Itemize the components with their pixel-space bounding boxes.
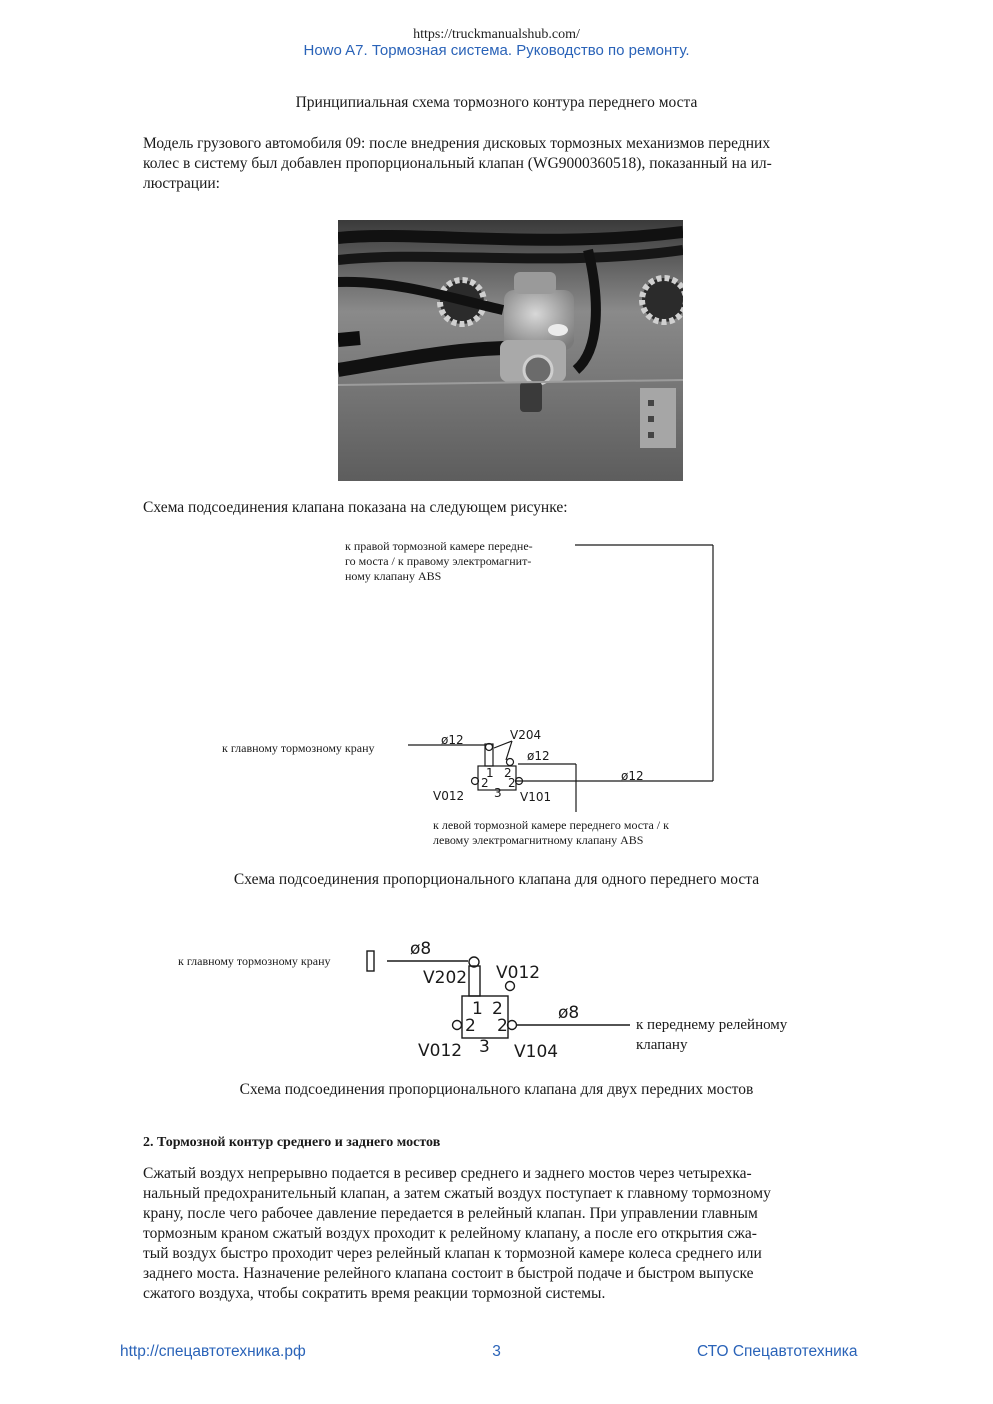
diagram1-caption: Схема подсоединения пропорционального клапана для одного переднего моста	[233, 871, 760, 888]
port-2: 2	[508, 776, 516, 790]
label-line: к переднему релейному	[636, 1017, 788, 1033]
label-line: к левой тормозной камере переднего моста / к	[433, 818, 669, 832]
body-line: тормозным краном сжатый воздух проходит к релейному клапану, а после его открытия сжа-	[143, 1225, 757, 1242]
diagram2-codes	[410, 939, 579, 1062]
diagram2-caption: Схема подсоединения пропорционального клапана для двух передних мостов	[239, 1081, 754, 1098]
section-title: Принципиальная схема тормозного контура переднего моста	[295, 94, 698, 111]
code-v012: V012	[496, 963, 541, 983]
intro-line: колес в систему был добавлен пропорциональный клапан (WG9000360518), показанный на ил-	[143, 155, 772, 172]
header-title: Howo A7. Тормозная система. Руководство по ремонту.	[303, 42, 690, 59]
code-d8: ø8	[410, 939, 432, 959]
port-3: 3	[494, 786, 502, 800]
port-3: 3	[479, 1037, 490, 1057]
port-2: 2	[465, 1016, 476, 1036]
label-line: ному клапану ABS	[345, 569, 442, 583]
code-d12: ø12	[441, 733, 464, 747]
intro-line: Модель грузового автомобиля 09: после внедрения дисковых тормозных механизмов передних	[143, 135, 771, 152]
port-1: 1	[486, 766, 494, 780]
footer-company: СТО Спецавтотехника	[697, 1343, 858, 1360]
page-number: 3	[492, 1343, 501, 1360]
body-line: нальный предохранительный клапан, а затем сжатый воздух поступает к главному тормозному	[143, 1185, 771, 1202]
body-line: тый воздух быстро проходит через релейный клапан к тормозной камере колеса среднего или	[143, 1245, 762, 1262]
code-v104: V104	[514, 1042, 559, 1062]
body-line: заднего моста. Назначение релейного клапана состоит в быстрой подаче и быстром выпуске	[143, 1265, 754, 1282]
section2-paragraph	[143, 1164, 851, 1304]
port-2: 2	[497, 1016, 508, 1036]
code-v204: V204	[510, 728, 542, 742]
code-v101: V101	[520, 790, 552, 804]
code-v012: V012	[433, 789, 465, 803]
code-d8: ø8	[558, 1003, 580, 1023]
label-main-brake-valve-2: к главному тормозному крану	[178, 954, 331, 968]
label-main-brake-valve-1: к главному тормозному крану	[222, 741, 375, 755]
port-1: 1	[472, 999, 483, 1019]
label-line: левому электромагнитному клапану ABS	[433, 833, 644, 847]
body-line: Сжатый воздух непрерывно подается в ресивер среднего и заднего мостов через четырехка-	[143, 1165, 752, 1182]
section2-heading: 2. Тормозной контур среднего и заднего мостов	[143, 1135, 441, 1150]
code-v012: V012	[418, 1041, 463, 1061]
body-line: сжатого воздуха, чтобы сократить время реакции тормозной системы.	[143, 1285, 606, 1302]
code-d12: ø12	[621, 769, 644, 783]
label-line: к правой тормозной камере передне-	[345, 539, 533, 553]
header-url: https://truckmanualshub.com/	[413, 27, 580, 42]
label-line: го моста / к правому электромагнит-	[345, 554, 532, 568]
footer-link[interactable]: http://спецавтотехника.рф	[120, 1343, 306, 1360]
body-line: крану, после чего рабочее давление передается в релейный клапан. При управлении главным	[143, 1205, 758, 1222]
intro-line: люстрации:	[143, 175, 220, 192]
label-line: клапану	[636, 1037, 688, 1053]
port-2: 2	[504, 766, 512, 780]
code-d12: ø12	[527, 749, 550, 763]
code-v202: V202	[423, 968, 468, 988]
port-2: 2	[481, 776, 489, 790]
port-2: 2	[492, 999, 503, 1019]
connection-intro: Схема подсоединения клапана показана на следующем рисунке:	[143, 499, 568, 516]
